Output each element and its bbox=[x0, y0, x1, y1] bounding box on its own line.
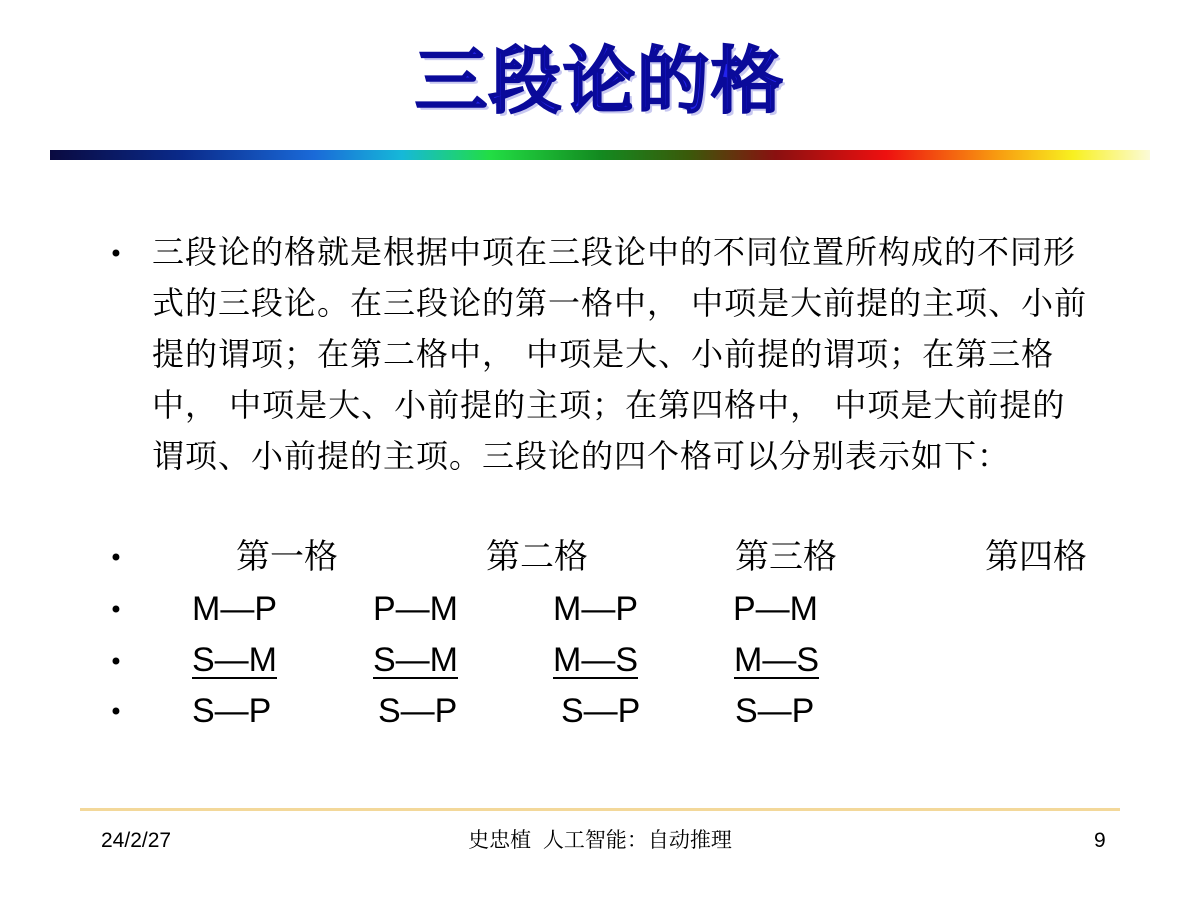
cell: M—P bbox=[553, 590, 638, 628]
bullet: • bbox=[108, 544, 124, 572]
figure-header-1: 第一格 bbox=[236, 537, 338, 577]
cell: S—P bbox=[192, 692, 272, 730]
cell: M—P bbox=[192, 590, 277, 628]
cell: S—P bbox=[735, 692, 815, 730]
figure-header-2: 第二格 bbox=[486, 537, 588, 577]
bullet: • bbox=[108, 648, 124, 676]
conclusion-row bbox=[0, 685, 1200, 737]
bullet: • bbox=[108, 240, 124, 268]
slide-title: 三段论的格 bbox=[414, 39, 785, 123]
cell: S—M bbox=[373, 641, 458, 679]
cell: P—M bbox=[373, 590, 458, 628]
footer-divider bbox=[80, 808, 1120, 811]
major-premise-row bbox=[0, 583, 1200, 635]
cell: P—M bbox=[733, 590, 818, 628]
bullet: • bbox=[108, 596, 124, 624]
cell: S—P bbox=[561, 692, 641, 730]
cell: M—S bbox=[734, 641, 819, 679]
body-paragraph: 三段论的格就是根据中项在三段论中的不同位置所构成的不同形式的三段论。在三段论的第一格中， 中项是大前提的主项、小前提的谓项；在第二格中， 中项是大、小前提的谓项；在第三格中， 中项是大、小前提的主项；在第四格中， 中项是大前提的谓项、小前提的主项。三段论的四个格可以分别表示如下： bbox=[152, 233, 1088, 475]
figure-header-3: 第三格 bbox=[735, 537, 837, 577]
cell: S—M bbox=[192, 641, 277, 679]
figure-headers-row bbox=[0, 531, 1200, 583]
bullet: • bbox=[108, 698, 124, 726]
footer-page-number: 9 bbox=[1094, 829, 1106, 852]
cell: S—P bbox=[378, 692, 458, 730]
footer-author-course: 史忠植 人工智能：自动推理 bbox=[468, 829, 732, 852]
minor-premise-row bbox=[0, 634, 1200, 686]
figure-header-4: 第四格 bbox=[985, 537, 1087, 577]
cell: M—S bbox=[553, 641, 638, 679]
footer-date: 24/2/27 bbox=[101, 829, 172, 852]
